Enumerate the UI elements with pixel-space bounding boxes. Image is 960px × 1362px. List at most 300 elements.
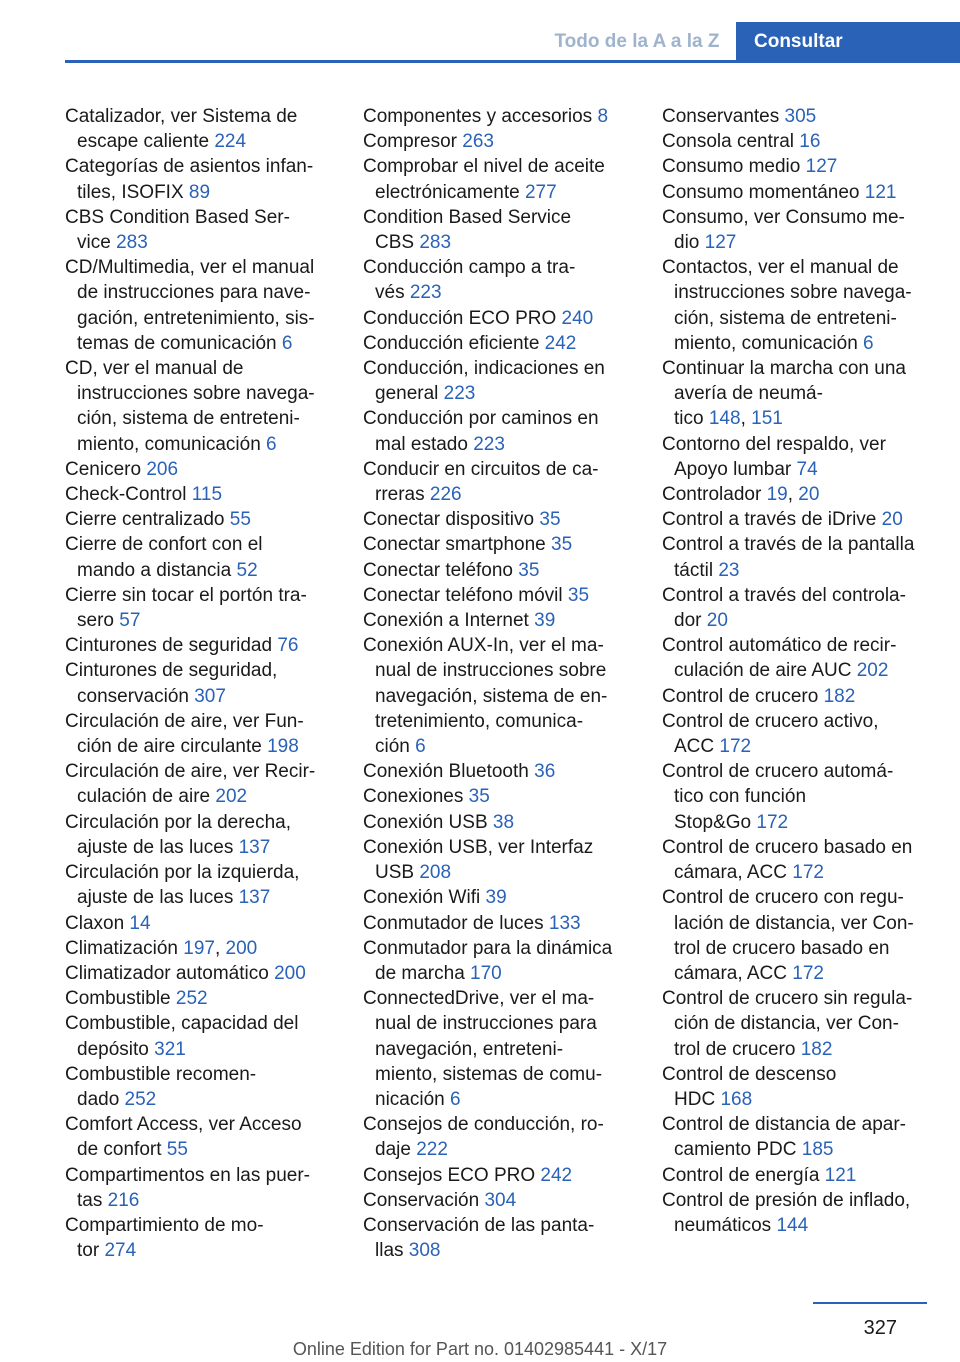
index-entry-text: Climatización — [65, 937, 184, 959]
index-entry-text: Conducción por caminos en — [363, 408, 599, 430]
page-link[interactable]: 137 — [238, 836, 271, 858]
index-entry-line — [363, 784, 625, 809]
index-entry-line — [65, 810, 330, 835]
index-entry-line — [662, 1037, 930, 1062]
index-entry — [662, 1062, 930, 1112]
index-entry-line — [363, 810, 625, 835]
page-link[interactable]: 216 — [107, 1189, 140, 1211]
index-entry-line — [65, 507, 330, 532]
index-entry — [662, 255, 930, 356]
index-entry-line — [363, 1087, 625, 1112]
index-entry-line — [363, 1011, 625, 1036]
index-entry-text: gación, entretenimiento, sis- — [77, 307, 315, 329]
page-link[interactable]: 52 — [236, 559, 258, 581]
index-entry-line — [662, 684, 930, 709]
index-entry-text: daje — [375, 1139, 417, 1161]
page-link[interactable]: 208 — [419, 862, 452, 884]
index-entry-text: Conexión a Internet — [363, 610, 535, 632]
index-entry-text: Conectar teléfono móvil — [363, 584, 568, 606]
tab-consultar[interactable]: Consultar — [736, 22, 960, 62]
index-entry-line — [662, 1188, 930, 1213]
index-entry-text: Control a través de iDrive — [662, 509, 882, 531]
page-link[interactable]: 6 — [266, 433, 277, 455]
page-link[interactable]: 307 — [194, 685, 226, 707]
index-entry — [65, 255, 330, 356]
index-entry — [363, 154, 625, 204]
index-entry-line: Controlador 19, 20 — [662, 484, 820, 506]
page-link[interactable]: 144 — [776, 1214, 809, 1236]
page-link[interactable]: 224 — [214, 131, 247, 153]
index-entry-text: depósito — [77, 1038, 155, 1060]
index-column-2 — [363, 104, 625, 1263]
index-entry-text: Componentes y accesorios — [363, 106, 598, 127]
page-link[interactable]: 20 — [798, 484, 820, 506]
index-entry-text: Circulación por la izquierda, — [65, 862, 300, 884]
index-entry-text: ajuste de las luces — [77, 836, 239, 858]
page-link[interactable]: 263 — [462, 131, 494, 153]
index-entry-text: Catalizador, ver Sistema de — [65, 106, 298, 127]
page-link[interactable]: 274 — [104, 1240, 137, 1262]
page-link[interactable]: 305 — [784, 106, 817, 127]
index-entry — [65, 104, 330, 154]
page-link[interactable]: 74 — [796, 458, 818, 480]
index-entry-line — [65, 759, 330, 784]
index-entry-text: miento, sistemas de comu- — [375, 1063, 603, 1085]
page-link[interactable]: 252 — [124, 1088, 157, 1110]
index-entry — [363, 255, 625, 305]
index-entry — [363, 810, 625, 835]
index-entry-line — [662, 129, 930, 154]
page-link[interactable]: 182 — [800, 1038, 833, 1060]
page-link[interactable]: 172 — [792, 962, 824, 984]
index-entry-line — [65, 986, 330, 1011]
page-link[interactable]: 39 — [485, 887, 507, 909]
page-link[interactable]: 35 — [518, 559, 540, 581]
page-link[interactable]: 121 — [824, 1164, 857, 1186]
page-link[interactable]: 223 — [409, 282, 442, 304]
index-entry-line — [662, 1137, 930, 1162]
page-link[interactable]: 127 — [704, 232, 737, 254]
index-entry-line — [363, 986, 625, 1011]
page-link[interactable]: 89 — [188, 181, 211, 203]
index-entry-line — [65, 1062, 330, 1087]
index-entry-text: Cinturones de seguridad, — [65, 660, 278, 682]
index-entry-text: Control de crucero — [662, 685, 824, 707]
index-entry — [662, 507, 930, 532]
index-entry-line — [363, 1213, 625, 1238]
index-entry-line — [363, 936, 625, 961]
index-entry-line — [363, 885, 625, 910]
index-entry-text: Combustible — [65, 988, 176, 1010]
index-entry-line — [363, 1037, 625, 1062]
index-entry-line — [363, 230, 625, 255]
index-entry-line — [662, 986, 930, 1011]
page-link[interactable]: 35 — [567, 584, 590, 606]
page-link[interactable]: 172 — [792, 862, 824, 884]
index-entry-line — [65, 608, 330, 633]
index-entry — [363, 205, 625, 255]
index-entry-line — [363, 381, 625, 406]
index-entry-text: miento, comunicación — [77, 433, 267, 455]
index-entry-text: cámara, ACC — [674, 962, 793, 984]
index-entry-line — [662, 583, 930, 608]
index-entry-line — [662, 381, 930, 406]
page-link[interactable]: 35 — [551, 534, 573, 556]
index-entry-text: dio — [674, 232, 705, 254]
index-entry — [662, 532, 930, 582]
index-entry-text: Conducción, indicaciones en — [363, 358, 605, 380]
index-entry-text: cámara, ACC — [674, 862, 793, 884]
index-entry-line — [662, 608, 930, 633]
index-entry-text: vés — [375, 282, 410, 304]
index-entry — [65, 507, 330, 532]
page-link[interactable]: 127 — [805, 156, 838, 178]
index-entry-text: Control de energía — [662, 1164, 825, 1186]
index-entry-text: general — [375, 383, 444, 405]
page-link[interactable]: 55 — [229, 509, 251, 531]
index-entry — [65, 810, 330, 860]
index-entry-line — [65, 306, 330, 331]
index-entry-line — [65, 1112, 330, 1137]
page-link[interactable]: 76 — [277, 635, 299, 657]
index-entry-line — [662, 734, 930, 759]
index-entry-line — [65, 835, 330, 860]
index-entry-text: Conducción campo a tra- — [363, 257, 576, 279]
index-entry-line — [662, 936, 930, 961]
index-entry — [65, 205, 330, 255]
index-entry-text: Compresor — [363, 131, 463, 153]
index-entry-text: avería de neumá- — [674, 383, 823, 405]
index-entry-text: Conducción ECO PRO — [363, 307, 562, 329]
index-entry-line — [662, 180, 930, 205]
header-rule — [65, 60, 960, 63]
index-entry-line — [363, 482, 625, 507]
index-entry — [65, 154, 330, 204]
index-entry — [662, 684, 930, 709]
page-link[interactable]: 200 — [274, 962, 306, 984]
page-link[interactable]: 39 — [534, 610, 556, 632]
index-entry-line — [363, 1188, 625, 1213]
page-link[interactable]: 23 — [718, 559, 740, 581]
index-entry-line: Climatización 197, 200 — [65, 937, 258, 959]
index-entry-text: vice — [77, 232, 117, 254]
index-entry — [65, 583, 330, 633]
index-column-3 — [662, 104, 930, 1238]
page-link[interactable]: 304 — [484, 1189, 517, 1211]
index-entry-text: USB — [375, 862, 420, 884]
index-entry-line — [363, 633, 625, 658]
page-link[interactable]: 16 — [799, 131, 821, 153]
page-link[interactable]: 36 — [534, 761, 556, 783]
page-link[interactable]: 57 — [119, 610, 141, 632]
index-entry-text: conservación — [77, 685, 195, 707]
page-link[interactable]: 6 — [863, 332, 874, 354]
index-entry-text: neumáticos — [674, 1214, 777, 1236]
index-entry — [363, 1188, 625, 1213]
page-link[interactable]: 185 — [801, 1139, 834, 1161]
index-entry-line — [363, 154, 625, 179]
index-entry-text: culación de aire AUC — [674, 660, 857, 682]
index-entry-text: Contorno del respaldo, ver — [662, 433, 886, 455]
footer-edition: Online Edition for Part no. 01402985441 - X/17 — [292, 1339, 668, 1359]
page-link[interactable]: 170 — [470, 962, 502, 984]
index-entry-line — [662, 558, 930, 583]
index-entry-text: Control de presión de inflado, — [662, 1189, 911, 1211]
page-link[interactable]: 308 — [408, 1240, 441, 1262]
index-entry-line — [65, 280, 330, 305]
index-entry-line — [363, 280, 625, 305]
page-link[interactable]: 19 — [766, 484, 788, 506]
index-entry-line — [363, 658, 625, 683]
index-entry-text: dado — [77, 1088, 125, 1110]
index-entry-text: Consumo, ver Consumo me- — [662, 206, 905, 228]
page-link[interactable]: 20 — [706, 610, 728, 632]
index-entry — [363, 583, 625, 608]
index-entry-text: ción de distancia, ver Con- — [674, 1013, 899, 1035]
index-entry-line — [363, 180, 625, 205]
index-entry-text: Conectar smartphone — [363, 534, 551, 556]
page-link[interactable]: 200 — [225, 937, 258, 959]
index-entry-line — [363, 255, 625, 280]
page-link[interactable]: 206 — [146, 458, 179, 480]
index-entry-line — [363, 104, 625, 129]
page-link[interactable]: 6 — [281, 332, 293, 354]
page-link[interactable]: 172 — [719, 736, 752, 758]
index-entry-text: Continuar la marcha con una — [662, 358, 906, 380]
index-entry-line — [65, 1213, 330, 1238]
index-entry-text: navegación, sistema de en- — [375, 685, 608, 707]
page-link[interactable]: 20 — [881, 509, 903, 531]
index-entry — [662, 986, 930, 1062]
header-tabs — [538, 22, 960, 62]
index-entry-text: ción, sistema de entreteni- — [674, 307, 897, 329]
index-entry-text: dor — [674, 610, 707, 632]
index-entry-line — [65, 633, 330, 658]
index-entry-text: instrucciones sobre navega- — [77, 383, 315, 405]
page-link[interactable]: 277 — [524, 181, 557, 203]
index-entry-text: Consumo momentáneo — [662, 181, 865, 203]
index-entry-text: llas — [375, 1240, 409, 1262]
page-link[interactable]: 202 — [215, 786, 248, 808]
index-entry-text: Consejos de conducción, ro- — [363, 1114, 604, 1136]
index-entry-text: Combustible recomen- — [65, 1063, 257, 1085]
page-link[interactable]: 223 — [443, 383, 476, 405]
page-link[interactable]: 35 — [539, 509, 561, 531]
index-entry-text: Comfort Access, ver Acceso — [65, 1114, 302, 1136]
index-entry-line — [65, 1037, 330, 1062]
index-entry — [662, 482, 930, 507]
page-link[interactable]: 252 — [175, 988, 208, 1010]
index-entry — [662, 104, 930, 129]
index-entry-line — [65, 860, 330, 885]
page-link[interactable]: 222 — [416, 1139, 448, 1161]
index-entry-line — [662, 205, 930, 230]
index-entry-text: Cenicero — [65, 458, 147, 480]
index-entry-line — [662, 255, 930, 280]
index-entry-text: Conectar dispositivo — [363, 509, 540, 531]
index-entry-line — [662, 1087, 930, 1112]
index-entry-text: Circulación por la derecha, — [65, 811, 292, 833]
page-link[interactable]: 38 — [492, 811, 515, 833]
index-entry-line — [662, 633, 930, 658]
page-link[interactable]: 172 — [756, 811, 789, 833]
index-entry-text: Consola central — [662, 131, 800, 153]
index-entry — [65, 860, 330, 910]
index-entry-line — [662, 532, 930, 557]
index-entry-line — [65, 180, 330, 205]
index-entry-line — [363, 961, 625, 986]
index-entry — [662, 432, 930, 482]
index-entry — [363, 331, 625, 356]
index-entry-text: Circulación de aire, ver Recir- — [65, 761, 316, 783]
page-link[interactable]: 226 — [429, 484, 462, 506]
page-link[interactable]: 148 — [708, 408, 741, 430]
index-entry-line — [363, 129, 625, 154]
index-entry-text: Categorías de asientos infan- — [65, 156, 314, 178]
page-link[interactable]: 283 — [116, 232, 148, 254]
index-entry — [65, 1062, 330, 1112]
index-entry-text: Stop&Go — [674, 811, 757, 833]
index-entry-line — [65, 1188, 330, 1213]
index-entry — [662, 356, 930, 432]
index-entry-text: trol de crucero basado en — [674, 937, 890, 959]
page-link[interactable]: 168 — [720, 1088, 753, 1110]
page-link[interactable]: 242 — [544, 332, 577, 354]
index-entry-text: navegación, entreteni- — [375, 1038, 564, 1060]
index-entry-text: ción de aire circulante — [77, 736, 268, 758]
index-entry-line — [65, 532, 330, 557]
index-entry-line — [363, 432, 625, 457]
page-link[interactable]: 6 — [450, 1088, 461, 1110]
page-link[interactable]: 198 — [267, 736, 299, 758]
page-link[interactable]: 137 — [238, 887, 271, 909]
index-entry — [65, 759, 330, 809]
index-entry — [363, 306, 625, 331]
tab-todo-de-la-a-a-la-z[interactable]: Todo de la A a la Z — [538, 22, 736, 62]
index-entry-text: ConnectedDrive, ver el ma- — [363, 988, 595, 1010]
index-entry — [662, 633, 930, 683]
page-link[interactable]: 115 — [191, 484, 223, 506]
index-entry-text: CD, ver el manual de — [65, 358, 244, 380]
index-entry-line — [662, 154, 930, 179]
index-entry-text: Comprobar el nivel de aceite — [363, 156, 605, 178]
index-entry-line — [662, 331, 930, 356]
index-entry-text: Cierre de confort con el — [65, 534, 263, 556]
index-entry-line — [363, 734, 625, 759]
index-entry-line — [363, 507, 625, 532]
index-entry-line — [65, 911, 330, 936]
index-entry — [662, 583, 930, 633]
index-entry-line — [662, 709, 930, 734]
index-entry-line — [65, 658, 330, 683]
index-entry-text: de marcha — [375, 962, 471, 984]
page-link[interactable]: 240 — [561, 307, 594, 329]
index-entry-line: tico 148, 151 — [674, 408, 783, 430]
index-entry-line — [363, 835, 625, 860]
index-entry-line — [65, 432, 330, 457]
index-entry-line — [65, 406, 330, 431]
index-entry-line — [363, 356, 625, 381]
index-entry-text: culación de aire — [77, 786, 216, 808]
page-number: 327 — [863, 1317, 897, 1339]
index-entry-line — [65, 734, 330, 759]
index-entry-text: nual de instrucciones sobre — [375, 660, 607, 682]
index-entry-line — [363, 608, 625, 633]
page-link[interactable]: 14 — [129, 912, 151, 934]
page-link[interactable]: 202 — [856, 660, 889, 682]
page-link[interactable]: 55 — [166, 1139, 188, 1161]
page-link[interactable]: 321 — [154, 1038, 186, 1060]
page-link[interactable]: 133 — [548, 912, 581, 934]
page-link[interactable]: 182 — [823, 685, 856, 707]
page-link[interactable]: 283 — [419, 232, 452, 254]
index-entry-line — [662, 1011, 930, 1036]
index-entry — [363, 986, 625, 1112]
page-link[interactable]: 35 — [468, 786, 490, 808]
index-entry-text: nual de instrucciones para — [375, 1013, 597, 1035]
index-entry-line — [65, 381, 330, 406]
index-entry-line — [65, 558, 330, 583]
index-entry-line — [363, 583, 625, 608]
index-entry-text: Combustible, capacidad del — [65, 1013, 299, 1035]
index-entry — [363, 104, 625, 129]
index-entry-text: HDC — [674, 1088, 721, 1110]
index-entry-text: Conectar teléfono — [363, 559, 519, 581]
index-entry-text: Condition Based Service — [363, 206, 572, 228]
index-entry-line — [662, 759, 930, 784]
index-entry-line — [65, 709, 330, 734]
page-link[interactable]: 197 — [183, 937, 215, 959]
index-entry-line — [363, 759, 625, 784]
index-entry-text: rreras — [375, 484, 430, 506]
index-entry-text: ajuste de las luces — [77, 887, 239, 909]
index-entry — [662, 1112, 930, 1162]
index-entry-text: de instrucciones para nave- — [77, 282, 311, 304]
page-link[interactable]: 223 — [473, 433, 505, 455]
index-entry — [65, 482, 330, 507]
index-entry-text: tretenimiento, comunica- — [375, 710, 584, 732]
index-entry-line — [363, 911, 625, 936]
index-entry-line — [65, 961, 330, 986]
index-entry — [363, 1112, 625, 1162]
index-entry-text: instrucciones sobre navega- — [674, 282, 912, 304]
index-entry-line — [662, 885, 930, 910]
index-entry-line — [662, 860, 930, 885]
index-entry-line — [662, 507, 930, 532]
page-link[interactable]: 121 — [864, 181, 897, 203]
index-entry — [363, 784, 625, 809]
page-link[interactable]: 8 — [597, 106, 609, 127]
index-entry-text: Cierre centralizado — [65, 509, 230, 531]
page-link[interactable]: 242 — [540, 1164, 573, 1186]
index-entry-line — [363, 1163, 625, 1188]
index-entry-text: tor — [77, 1240, 105, 1262]
index-entry — [662, 129, 930, 154]
index-entry-line — [65, 684, 330, 709]
index-entry-line — [65, 457, 330, 482]
index-entry-line — [363, 1062, 625, 1087]
index-entry-text: tico — [674, 408, 709, 430]
index-entry-text: escape caliente — [77, 131, 215, 153]
index-entry-text: Control de crucero sin regula- — [662, 988, 913, 1010]
index-entry — [65, 356, 330, 457]
index-entry-line — [363, 709, 625, 734]
page-link[interactable]: 6 — [415, 736, 426, 758]
index-entry-line — [662, 230, 930, 255]
index-entry — [65, 709, 330, 759]
page-link[interactable]: 151 — [751, 408, 783, 430]
index-entry-line — [363, 205, 625, 230]
